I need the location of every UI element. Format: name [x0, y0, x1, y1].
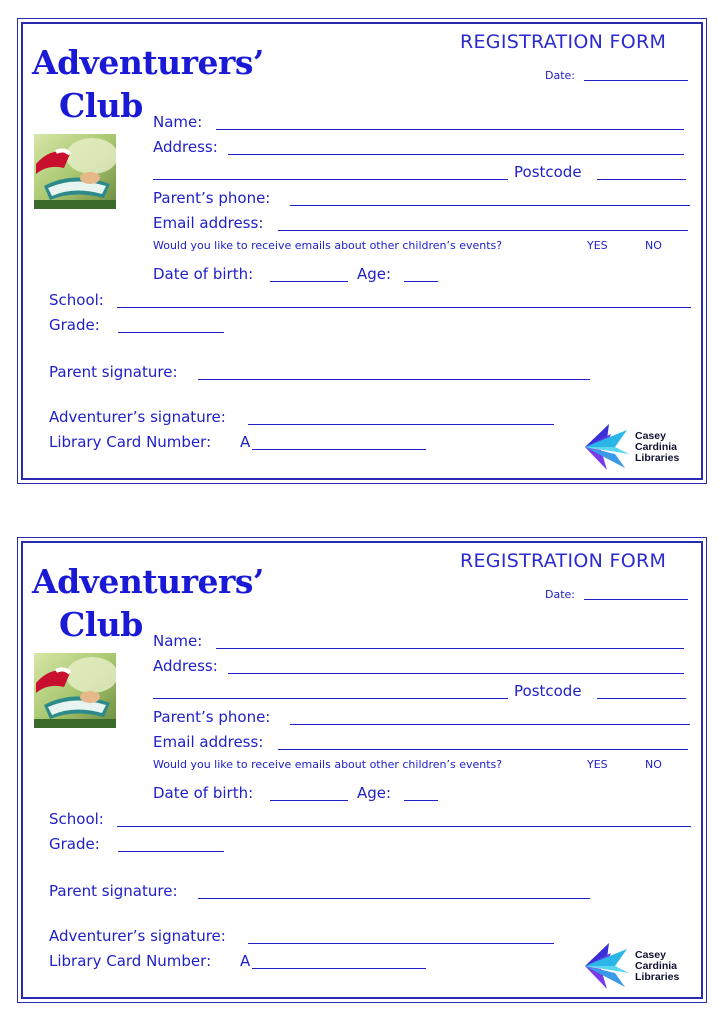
email-question: Would you like to receive emails about other children’s events?	[153, 239, 503, 252]
email-field[interactable]	[278, 230, 688, 231]
logo-text-libraries: Libraries	[635, 452, 680, 464]
school-field[interactable]	[117, 826, 691, 827]
parent-phone-field[interactable]	[290, 724, 690, 725]
age-field[interactable]	[404, 281, 438, 282]
form-title: REGISTRATION FORM	[460, 31, 667, 53]
library-card-label: Library Card Number:	[49, 952, 212, 970]
address-field-1[interactable]	[228, 154, 684, 155]
adventurer-signature-field[interactable]	[248, 424, 554, 425]
address-field-2[interactable]	[153, 698, 508, 699]
postcode-field[interactable]	[597, 698, 686, 699]
form-title: REGISTRATION FORM	[460, 550, 667, 572]
school-label: School:	[49, 810, 104, 828]
postcode-label: Postcode	[514, 163, 582, 181]
parent-signature-label: Parent signature:	[49, 882, 178, 900]
email-yes-option[interactable]: YES	[587, 239, 608, 252]
email-yes-option[interactable]: YES	[587, 758, 608, 771]
email-no-option[interactable]: NO	[645, 239, 662, 252]
logo-text-casey: Casey	[635, 430, 666, 442]
registration-form-1	[17, 18, 707, 484]
casey-cardinia-logo	[585, 943, 680, 993]
club-title-line2: Club	[59, 86, 143, 125]
library-card-label: Library Card Number:	[49, 433, 212, 451]
parent-signature-label: Parent signature:	[49, 363, 178, 381]
grade-field[interactable]	[118, 851, 224, 852]
reading-photo	[34, 134, 116, 209]
age-label: Age:	[357, 265, 392, 283]
adventurer-signature-field[interactable]	[248, 943, 554, 944]
library-card-prefix: A	[240, 433, 251, 451]
club-title-line1: Adventurers’	[32, 43, 264, 82]
name-field[interactable]	[216, 648, 684, 649]
parent-phone-label: Parent’s phone:	[153, 708, 271, 726]
reading-photo	[34, 653, 116, 728]
address-field-1[interactable]	[228, 673, 684, 674]
library-card-field[interactable]	[252, 968, 426, 969]
dob-field[interactable]	[270, 800, 348, 801]
age-label: Age:	[357, 784, 392, 802]
parent-signature-field[interactable]	[198, 898, 590, 899]
school-label: School:	[49, 291, 104, 309]
school-field[interactable]	[117, 307, 691, 308]
dob-label: Date of birth:	[153, 784, 254, 802]
name-label: Name:	[153, 113, 203, 131]
parent-signature-field[interactable]	[198, 379, 590, 380]
name-label: Name:	[153, 632, 203, 650]
parent-phone-label: Parent’s phone:	[153, 189, 271, 207]
logo-text-cardinia: Cardinia	[635, 441, 678, 453]
adventurer-signature-label: Adventurer’s signature:	[49, 408, 226, 426]
date-label: Date:	[545, 69, 575, 82]
logo-text-casey: Casey	[635, 949, 666, 961]
library-card-prefix: A	[240, 952, 251, 970]
grade-label: Grade:	[49, 316, 100, 334]
club-title-line2: Club	[59, 605, 143, 644]
logo-mark-icon	[585, 424, 633, 470]
date-field[interactable]	[584, 599, 688, 600]
date-label: Date:	[545, 588, 575, 601]
grade-label: Grade:	[49, 835, 100, 853]
email-label: Email address:	[153, 214, 264, 232]
logo-mark-icon	[585, 943, 633, 989]
adventurer-signature-label: Adventurer’s signature:	[49, 927, 226, 945]
email-field[interactable]	[278, 749, 688, 750]
postcode-label: Postcode	[514, 682, 582, 700]
address-label: Address:	[153, 657, 218, 675]
casey-cardinia-logo	[585, 424, 680, 474]
club-title-line1: Adventurers’	[32, 562, 264, 601]
dob-field[interactable]	[270, 281, 348, 282]
address-label: Address:	[153, 138, 218, 156]
logo-text-cardinia: Cardinia	[635, 960, 678, 972]
dob-label: Date of birth:	[153, 265, 254, 283]
address-field-2[interactable]	[153, 179, 508, 180]
postcode-field[interactable]	[597, 179, 686, 180]
grade-field[interactable]	[118, 332, 224, 333]
date-field[interactable]	[584, 80, 688, 81]
name-field[interactable]	[216, 129, 684, 130]
registration-form-2	[17, 537, 707, 1003]
parent-phone-field[interactable]	[290, 205, 690, 206]
age-field[interactable]	[404, 800, 438, 801]
email-question: Would you like to receive emails about other children’s events?	[153, 758, 503, 771]
library-card-field[interactable]	[252, 449, 426, 450]
logo-text-libraries: Libraries	[635, 971, 680, 983]
email-no-option[interactable]: NO	[645, 758, 662, 771]
email-label: Email address:	[153, 733, 264, 751]
